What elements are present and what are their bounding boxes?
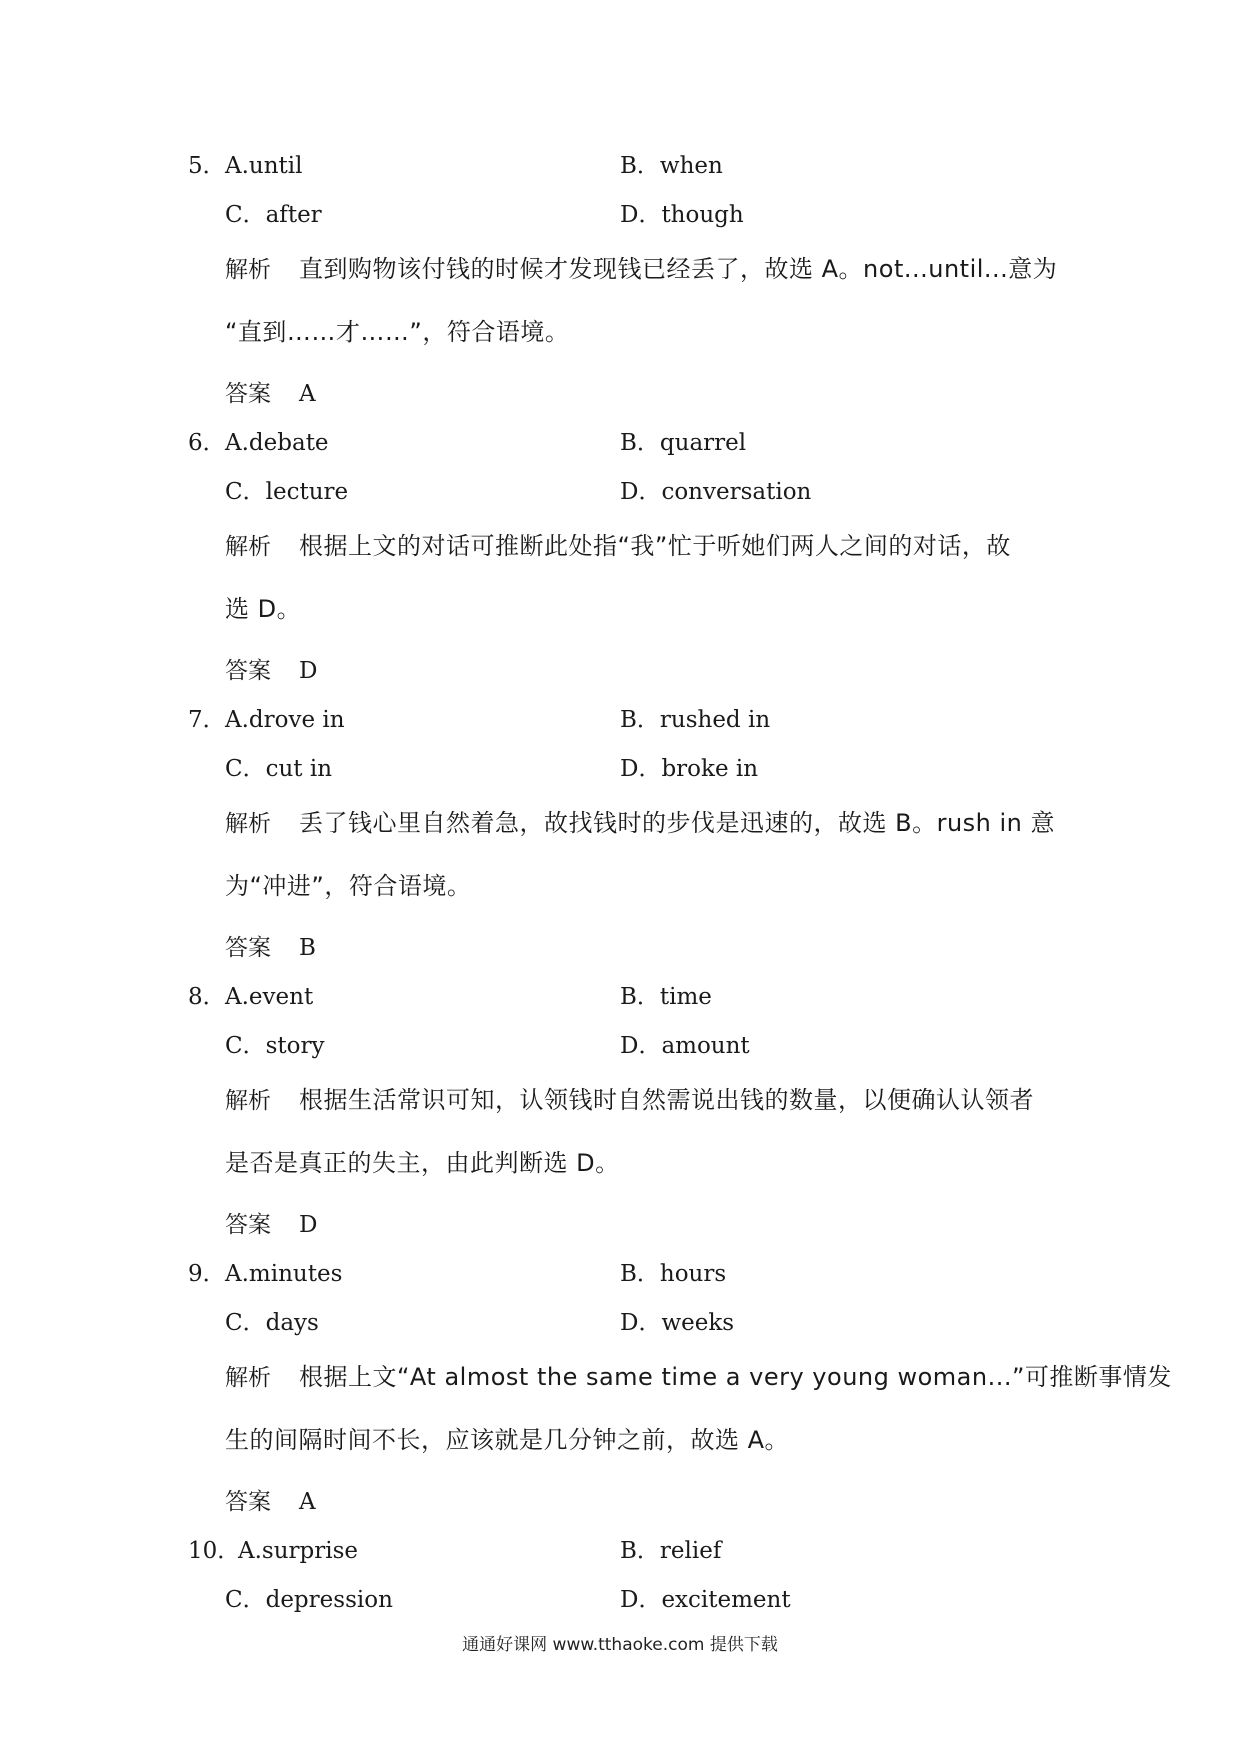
question-5-options-row1 (0, 146, 1240, 186)
answer-line (225, 928, 316, 968)
question-number: 8． (188, 984, 226, 1010)
answer-value: A (299, 381, 316, 407)
answer-value: D (299, 1212, 318, 1238)
option-b: B．hours (620, 1261, 727, 1287)
question-7-options-row2 (0, 749, 1240, 789)
answer-line (225, 374, 316, 414)
option-b: B．time (620, 984, 712, 1010)
answer-label: 答案 (225, 1212, 271, 1238)
question-9-options-row1 (0, 1254, 1240, 1294)
answer-line (225, 1205, 317, 1245)
explanation-line (225, 866, 1055, 906)
question-number: 6． (188, 430, 226, 456)
question-number: 7． (188, 707, 226, 733)
option-c: C．days (225, 1310, 319, 1336)
question-10-options-row2 (0, 1580, 1240, 1620)
option-a: A.drove in (225, 707, 345, 733)
explanation-line (225, 1357, 1172, 1398)
option-d: D．excitement (620, 1587, 791, 1613)
explanation-text: 丢了钱心里自然着急，故找钱时的步伐是迅速的，故选 B。rush in 意 (299, 809, 1056, 837)
question-8-options-row1 (0, 977, 1240, 1017)
explanation-line (225, 589, 1055, 629)
explanation-label: 解析 (225, 1365, 271, 1391)
option-d: D．amount (620, 1033, 750, 1059)
explanation-label: 解析 (225, 1088, 271, 1114)
option-a: A.minutes (225, 1261, 343, 1287)
option-d: D．conversation (620, 479, 812, 505)
question-7-options-row1 (0, 700, 1240, 740)
page-footer: 通通好课网 www.tthaoke.com 提供下载 (462, 1635, 778, 1655)
explanation-text: 为“冲进”，符合语境。 (225, 872, 472, 900)
explanation-line (225, 803, 1055, 844)
answer-value: D (299, 658, 318, 684)
explanation-text: 直到购物该付钱的时候才发现钱已经丢了，故选 A。not...until...意为 (299, 255, 1058, 283)
option-d: D．though (620, 202, 744, 228)
explanation-line (225, 312, 1055, 352)
question-8-options-row2 (0, 1026, 1240, 1066)
question-10-options-row1 (0, 1531, 1240, 1571)
question-5-options-row2 (0, 195, 1240, 235)
explanation-line (225, 526, 1055, 567)
question-6-options-row1 (0, 423, 1240, 463)
question-number: 5． (188, 153, 226, 179)
explanation-text: 根据生活常识可知，认领钱时自然需说出钱的数量，以便确认认领者 (299, 1086, 1034, 1114)
option-c: C．depression (225, 1587, 393, 1613)
option-b: B．when (620, 153, 723, 179)
explanation-line (225, 1420, 1055, 1460)
option-d: D．broke in (620, 756, 759, 782)
option-c: C．cut in (225, 756, 333, 782)
answer-label: 答案 (225, 1489, 271, 1515)
option-c: C．after (225, 202, 322, 228)
explanation-line (225, 249, 1058, 290)
answer-label: 答案 (225, 658, 271, 684)
explanation-text: 是否是真正的失主，由此判断选 D。 (225, 1149, 620, 1177)
explanation-text: 根据上文的对话可推断此处指“我”忙于听她们两人之间的对话，故 (299, 532, 1011, 560)
option-a: A.event (225, 984, 314, 1010)
question-9-options-row2 (0, 1303, 1240, 1343)
option-b: B．quarrel (620, 430, 747, 456)
explanation-line (225, 1080, 1055, 1121)
answer-line (225, 1482, 316, 1522)
explanation-text: 生的间隔时间不长，应该就是几分钟之前，故选 A。 (225, 1426, 790, 1454)
explanation-text: 根据上文“At almost the same time a very young woman...”可推断事情发 (299, 1363, 1172, 1391)
answer-value: B (299, 935, 316, 961)
explanation-label: 解析 (225, 534, 271, 560)
question-number: 9． (188, 1261, 226, 1287)
option-b: B．relief (620, 1538, 722, 1564)
answer-label: 答案 (225, 935, 271, 961)
option-a: A.surprise (238, 1538, 359, 1564)
option-d: D．weeks (620, 1310, 735, 1336)
explanation-text: “直到……才……”，符合语境。 (225, 318, 570, 346)
option-c: C．lecture (225, 479, 349, 505)
option-a: A.until (225, 153, 303, 179)
answer-label: 答案 (225, 381, 271, 407)
answer-line (225, 651, 317, 691)
question-number: 10． (188, 1538, 241, 1564)
explanation-label: 解析 (225, 811, 271, 837)
option-a: A.debate (225, 430, 329, 456)
explanation-line (225, 1143, 1055, 1183)
option-c: C．story (225, 1033, 325, 1059)
question-6-options-row2 (0, 472, 1240, 512)
option-b: B．rushed in (620, 707, 771, 733)
answer-value: A (299, 1489, 316, 1515)
explanation-label: 解析 (225, 257, 271, 283)
explanation-text: 选 D。 (225, 595, 302, 623)
